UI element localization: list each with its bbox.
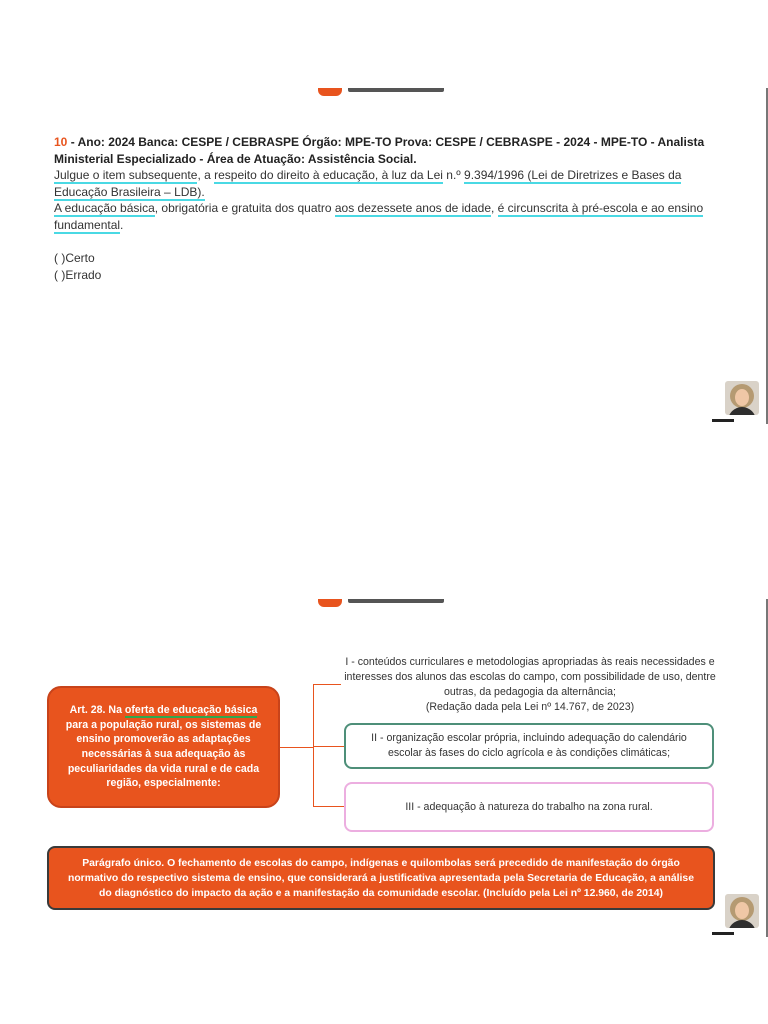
option-certo[interactable]: ( )Certo [54, 251, 95, 265]
highlight-span: 9.394/1996 (Lei de Diretrizes e Bases da Educação Brasileira – LDB). [54, 168, 682, 199]
paragrafo-unico-box [47, 846, 715, 910]
option-errado[interactable]: ( )Errado [54, 267, 102, 282]
highlight-span: é circunscrita à pré-escola e ao ensino fundamental [54, 201, 704, 232]
brand-logo-fragment [318, 599, 446, 609]
underlined-span: oferta de educação básica [124, 704, 258, 717]
item-1 [344, 655, 716, 715]
presenter-avatar [725, 894, 759, 928]
question-intro [54, 167, 722, 200]
text-span: , obrigatória e gratuita dos quatro [154, 201, 335, 215]
item-3-text: III - adequação à natureza do trabalho na zona rural. [405, 801, 653, 813]
answer-options [54, 250, 101, 283]
item-1-note: (Redação dada pela Lei nº 14.767, de 2023) [425, 701, 635, 713]
question-body [54, 167, 722, 233]
connector-line [313, 684, 341, 685]
item-3-box [344, 782, 714, 832]
page-number-fragment [712, 932, 734, 937]
item-1-text: I - conteúdos curriculares e metodologias apropriadas às reais necessidades e interesses dos alunos das escolas do campo, com possibilidade de uso, dentre outras, da pedagogia da alternância; [344, 656, 716, 698]
art28-box [47, 686, 280, 808]
question-header-text: - Ano: 2024 Banca: CESPE / CEBRASPE Órgão: MPE-TO Prova: CESPE / CEBRASPE - 2024 - MPE-TO - Analista Ministerial Especializado - Área de Atuação: Assistência Social. [54, 135, 705, 166]
connector-line [313, 684, 314, 806]
highlight-span: Julgue o item subsequente [54, 168, 198, 182]
connector-line [280, 747, 314, 748]
question-header [54, 134, 722, 167]
item-2-text: II - organização escolar própria, incluindo adequação do calendário escolar às fases do ciclo agrícola e às condições climáticas; [371, 732, 687, 759]
brand-logo-fragment [318, 88, 446, 98]
connector-line [313, 806, 344, 807]
slide-art28 [0, 599, 768, 937]
presenter-avatar [725, 381, 759, 415]
question-statement [54, 200, 722, 233]
text-span: para a população rural, os sistemas de ensino promoverão as adaptações necessárias à sua adequação às peculiaridades da vida rural e de cada região, especialmente: [65, 718, 262, 790]
paragrafo-unico-text: Parágrafo único. O fechamento de escolas do campo, indígenas e quilombolas será precedido de manifestação do órgão normativo do respectivo sistema de ensino, que considerará a justificativa apresentada pela Secretaria de Educação, a análise do diagnóstico do impacto da ação e a manifestação da comunidade escolar. (Incluído pela Lei nº 12.960, de 2014) [67, 857, 694, 899]
page-number-fragment [712, 419, 734, 424]
slide-question [0, 88, 768, 424]
item-2-box [344, 723, 714, 769]
question-number: 10 [54, 135, 68, 149]
highlight-span: aos dezessete anos de idade [334, 201, 491, 215]
text-span: . [120, 217, 124, 232]
connector-line [313, 746, 344, 747]
highlight-span: A educação básica [54, 201, 155, 215]
text-span: Art. 28. Na [69, 704, 125, 717]
highlight-span: respeito do direito à educação, à luz da Lei [214, 168, 443, 182]
text-span: n.º [442, 168, 465, 182]
text-span: , a [197, 168, 215, 182]
text-span: , [491, 201, 498, 215]
